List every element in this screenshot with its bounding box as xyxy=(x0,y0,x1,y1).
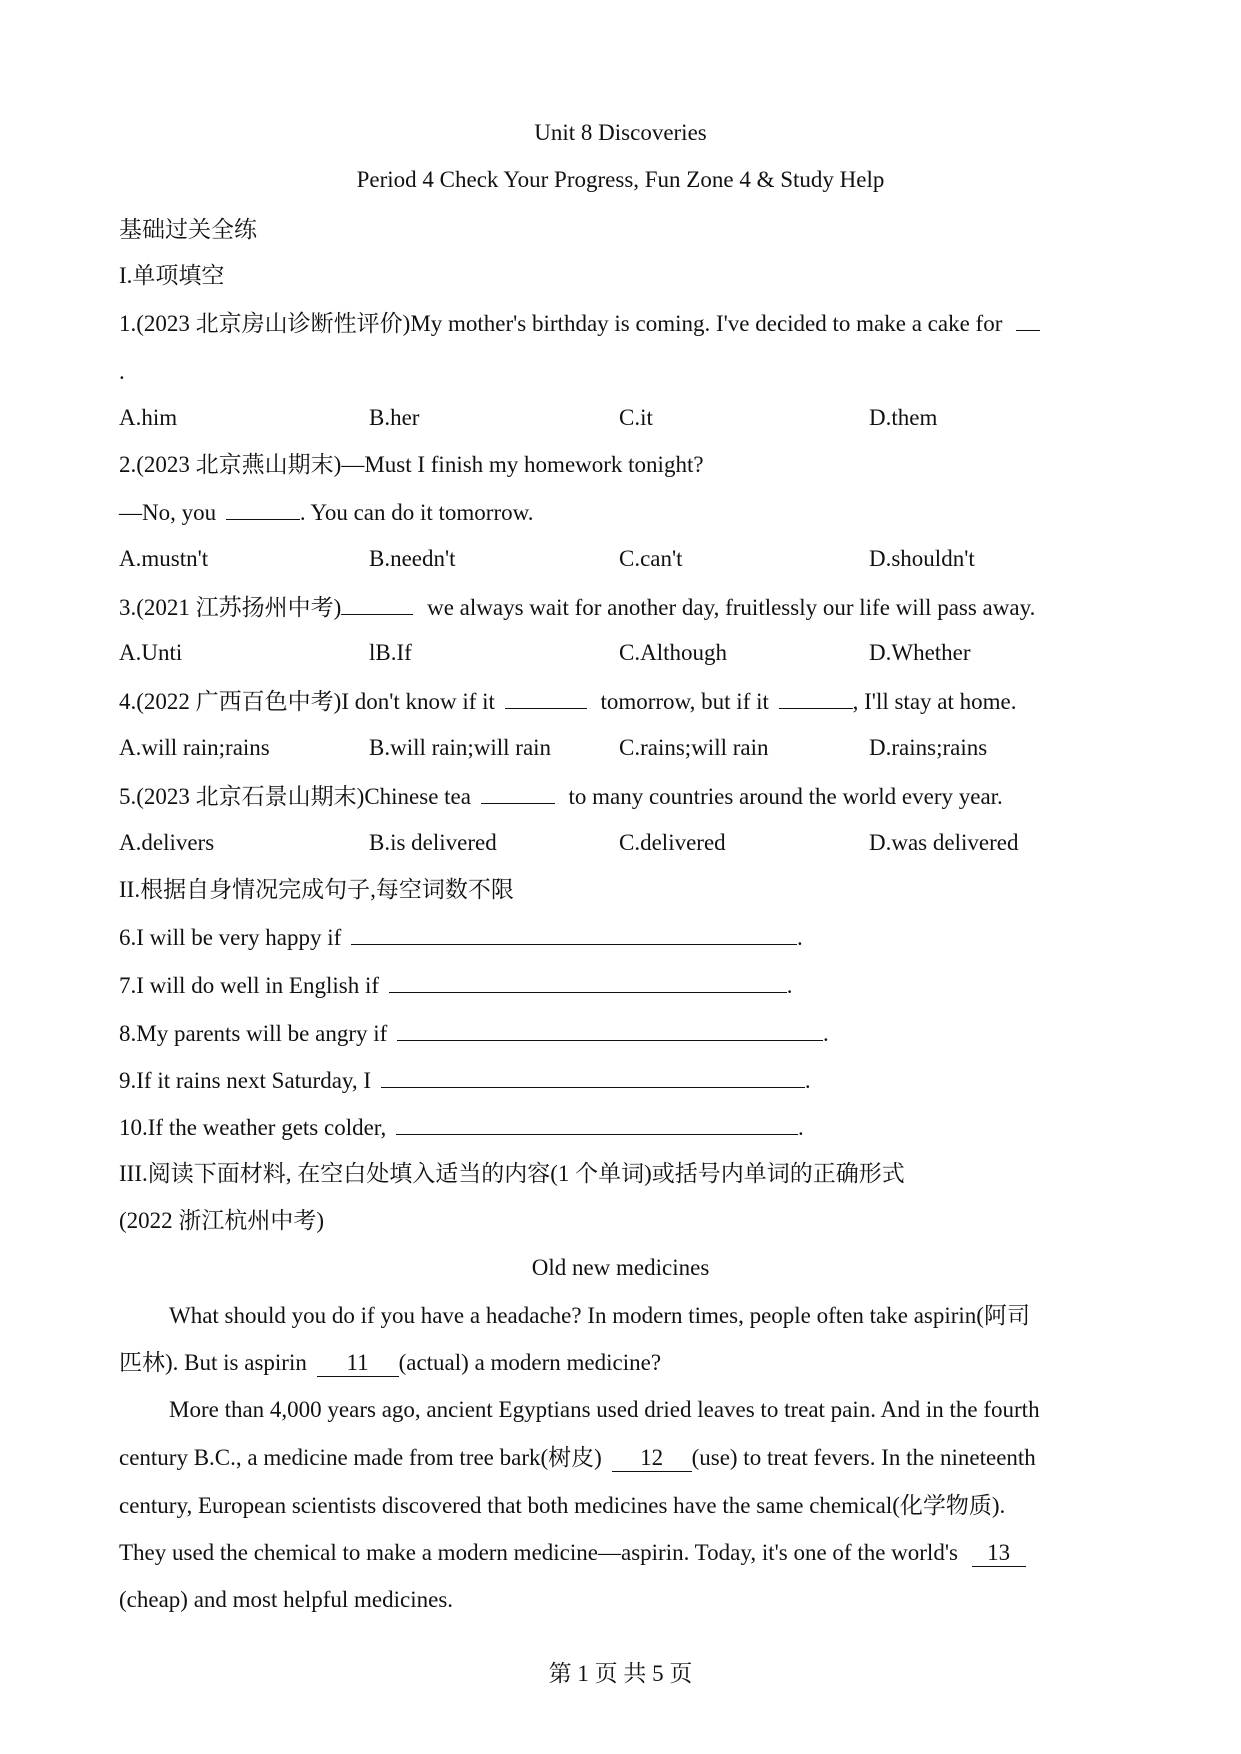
question-2-line2 xyxy=(119,497,534,528)
question-1-tail: . xyxy=(119,359,125,384)
option-a: A.delivers xyxy=(119,830,215,855)
option-d: D.shouldn't xyxy=(869,546,975,571)
option-d: D.rains;rains xyxy=(869,735,988,760)
option-a: A.him xyxy=(119,405,178,430)
passage-text: 匹林). But is aspirin xyxy=(119,1350,307,1375)
question-4 xyxy=(119,686,1016,717)
question-1 xyxy=(119,308,1040,339)
question-5 xyxy=(119,781,1003,812)
answer-blank xyxy=(481,781,555,804)
answer-blank xyxy=(381,1065,805,1088)
passage-title: Old new medicines xyxy=(531,1255,710,1280)
option-c: C.Although xyxy=(619,640,727,665)
answer-blank xyxy=(505,686,587,709)
question-2-text-a: —No, you xyxy=(119,500,217,525)
passage-text: (actual) a modern medicine? xyxy=(398,1350,662,1375)
option-b: lB.If xyxy=(369,640,412,665)
section-heading: 基础过关全练 xyxy=(119,217,257,242)
page-subtitle: Period 4 Check Your Progress, Fun Zone 4 & Study Help xyxy=(356,167,885,192)
passage-line: century, European scientists discovered that both medicines have the same chemical(化学物质). xyxy=(119,1493,1006,1518)
part3-heading: III.阅读下面材料, 在空白处填入适当的内容(1 个单词)或括号内单词的正确形式 xyxy=(119,1161,905,1186)
sentence-prefix: 6.I will be very happy if xyxy=(119,925,342,950)
answer-blank xyxy=(226,497,300,520)
sentence-prefix: 7.I will do well in English if xyxy=(119,973,380,998)
question-3 xyxy=(119,592,1035,623)
question-4-text-a: 4.(2022 广西百色中考)I don't know if it xyxy=(119,689,495,714)
sentence-item xyxy=(119,922,803,953)
passage-line xyxy=(119,1443,1036,1473)
answer-blank xyxy=(389,970,787,993)
passage-text: What should you do if you have a headache? In modern times, people often take aspirin(阿司 xyxy=(169,1303,1030,1328)
option-b: B.needn't xyxy=(369,546,456,571)
part3-source: (2022 浙江杭州中考) xyxy=(119,1208,325,1233)
answer-blank xyxy=(397,1018,823,1041)
option-b: B.is delivered xyxy=(369,830,497,855)
answer-blank xyxy=(351,922,797,945)
option-c: C.it xyxy=(619,405,653,430)
question-2-text-b: . You can do it tomorrow. xyxy=(299,500,534,525)
answer-blank xyxy=(779,686,853,709)
option-d: D.Whether xyxy=(869,640,971,665)
option-b: B.her xyxy=(369,405,420,430)
passage-line xyxy=(169,1301,1124,1331)
sentence-suffix: . xyxy=(797,925,803,950)
option-c: C.can't xyxy=(619,546,683,571)
part1-heading: I.单项填空 xyxy=(119,263,225,288)
passage-line xyxy=(119,1348,661,1378)
sentence-suffix: . xyxy=(798,1115,804,1140)
sentence-prefix: 9.If it rains next Saturday, I xyxy=(119,1068,372,1093)
answer-blank xyxy=(1016,308,1040,331)
sentence-prefix: 10.If the weather gets colder, xyxy=(119,1115,387,1140)
answer-blank xyxy=(396,1112,798,1135)
part2-heading: II.根据自身情况完成句子,每空词数不限 xyxy=(119,877,514,902)
option-a: A.will rain;rains xyxy=(119,735,270,760)
sentence-prefix: 8.My parents will be angry if xyxy=(119,1021,388,1046)
question-5-text-b: to many countries around the world every year. xyxy=(568,784,1003,809)
passage-line xyxy=(119,1538,1026,1568)
sentence-item xyxy=(119,1018,829,1049)
question-4-text-b: tomorrow, but if it xyxy=(600,689,769,714)
numbered-blank: 13 xyxy=(972,1540,1026,1567)
sentence-suffix: . xyxy=(823,1021,829,1046)
answer-blank xyxy=(341,592,413,615)
option-c: C.rains;will rain xyxy=(619,735,769,760)
passage-text: century B.C., a medicine made from tree bark(树皮) xyxy=(119,1445,602,1470)
question-2: 2.(2023 北京燕山期末)—Must I finish my homework tonight? xyxy=(119,452,704,477)
option-a: A.mustn't xyxy=(119,546,209,571)
question-1-text: 1.(2023 北京房山诊断性评价)My mother's birthday is coming. I've decided to make a cake for xyxy=(119,311,1003,336)
passage-text: They used the chemical to make a modern medicine—aspirin. Today, it's one of the world's xyxy=(119,1540,958,1565)
passage-text: (use) to treat fevers. In the nineteenth xyxy=(691,1445,1036,1470)
page-footer: 第 1 页 共 5 页 xyxy=(548,1661,693,1686)
passage-line: (cheap) and most helpful medicines. xyxy=(119,1587,454,1612)
option-d: D.was delivered xyxy=(869,830,1019,855)
question-3-text: we always wait for another day, fruitlessly our life will pass away. xyxy=(427,595,1036,620)
sentence-suffix: . xyxy=(786,973,793,998)
option-b: B.will rain;will rain xyxy=(369,735,552,760)
question-3-source: 3.(2021 江苏扬州中考) xyxy=(119,595,342,620)
sentence-item xyxy=(119,1065,811,1096)
question-4-text-c: , I'll stay at home. xyxy=(852,689,1017,714)
question-5-text-a: 5.(2023 北京石景山期末)Chinese tea xyxy=(119,784,471,809)
option-a: A.Unti xyxy=(119,640,183,665)
sentence-item xyxy=(119,1112,804,1143)
sentence-item xyxy=(119,970,793,1001)
option-c: C.delivered xyxy=(619,830,726,855)
numbered-blank: 11 xyxy=(317,1350,399,1377)
page-title: Unit 8 Discoveries xyxy=(534,120,707,145)
numbered-blank: 12 xyxy=(612,1445,692,1472)
passage-line: More than 4,000 years ago, ancient Egyptians used dried leaves to treat pain. And in the fourth xyxy=(169,1397,1040,1422)
option-d: D.them xyxy=(869,405,938,430)
sentence-suffix: . xyxy=(804,1068,811,1093)
